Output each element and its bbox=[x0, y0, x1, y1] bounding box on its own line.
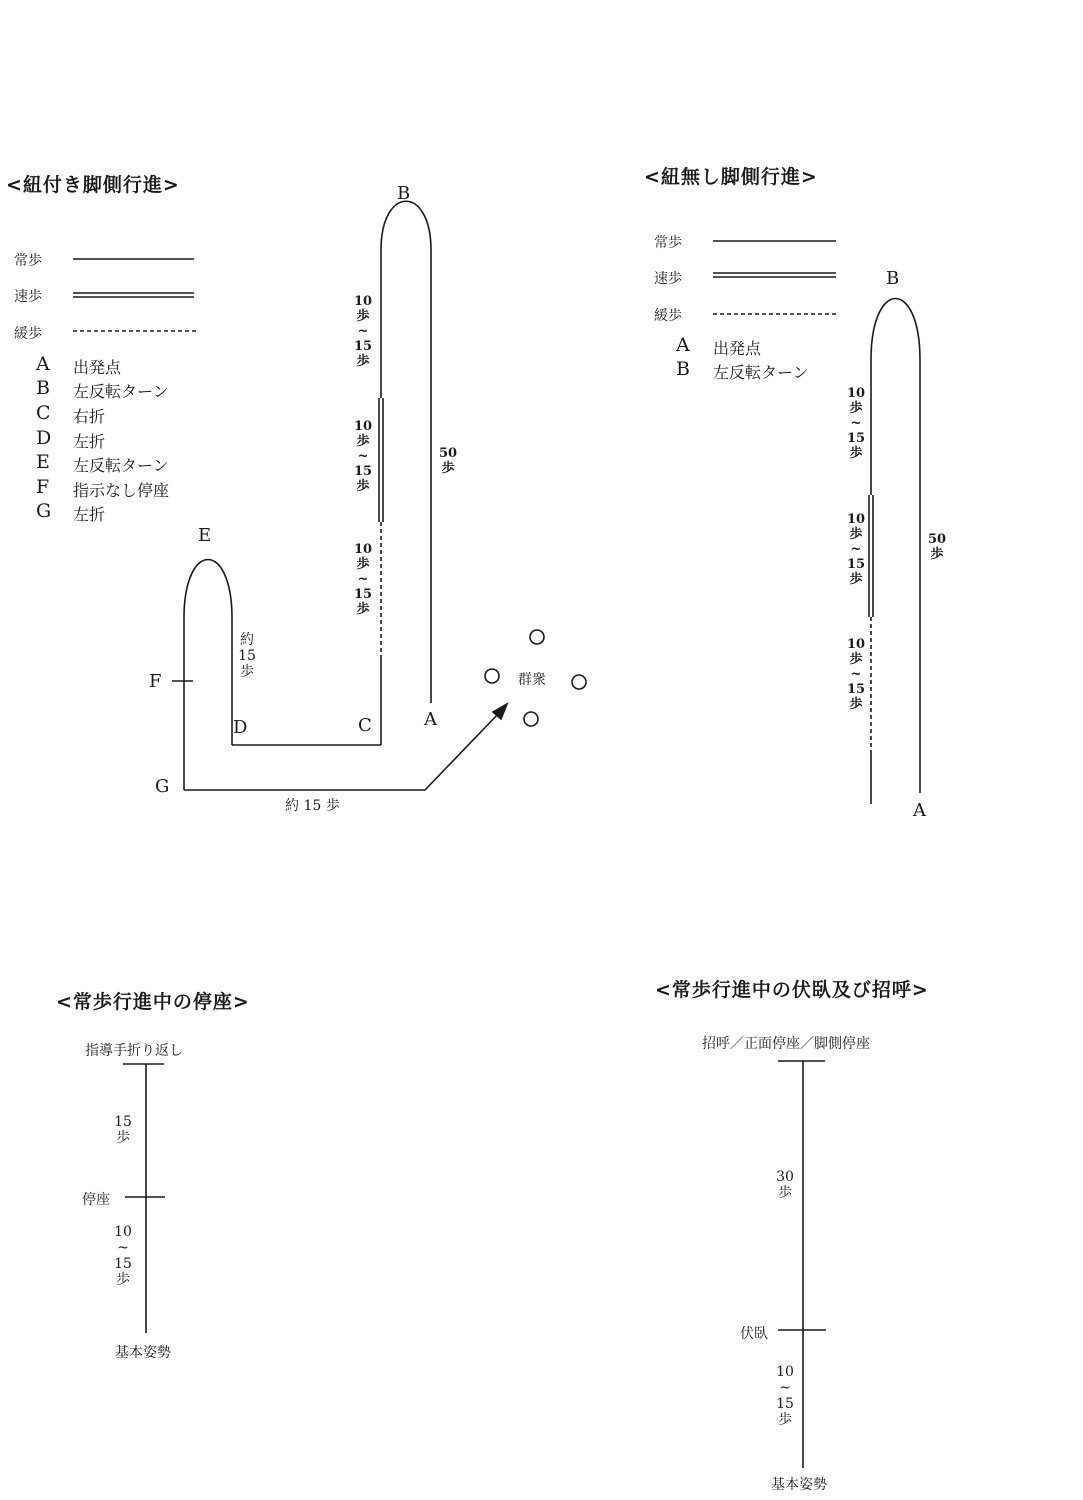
point-c: C bbox=[358, 715, 372, 736]
key-letter-c: C bbox=[36, 402, 51, 424]
crowd-circle-right bbox=[572, 675, 586, 689]
legend-normal-label: 常歩 bbox=[14, 253, 42, 269]
down-bottom-label: 基本姿勢 bbox=[771, 1477, 827, 1493]
label-normal-distance: 10 歩 ~ 15 歩 bbox=[353, 294, 373, 369]
crowd-circle-top bbox=[530, 630, 544, 644]
sit-in-motion-title: <常歩行進中の停座> bbox=[56, 991, 250, 1013]
sit-top-label: 指導手折り返し bbox=[85, 1043, 183, 1059]
key-text-c: 右折 bbox=[73, 407, 106, 426]
label-fast-distance: 10 歩 ~ 15 歩 bbox=[353, 419, 373, 494]
leash-heel-title: <紐付き脚側行進> bbox=[6, 174, 180, 196]
offleash-heel-title: <紐無し脚側行進> bbox=[644, 166, 818, 188]
key2-text-b: 左反転ターン bbox=[713, 363, 809, 382]
key-letter-f: F bbox=[36, 476, 50, 498]
label-bottom-distance: 約 15 歩 bbox=[285, 798, 340, 814]
key-text-d: 左折 bbox=[73, 432, 106, 451]
label-e-leg: 約 15 歩 bbox=[238, 632, 256, 680]
legend-slow-label: 緩歩 bbox=[14, 326, 42, 342]
key-letter-g: G bbox=[36, 500, 52, 522]
legend2-slow-label: 緩歩 bbox=[654, 308, 682, 324]
leg2-fast bbox=[869, 495, 873, 617]
point-g: G bbox=[155, 776, 170, 797]
label-crowd: 群衆 bbox=[518, 672, 546, 688]
key-text-e: 左反転ターン bbox=[73, 456, 169, 475]
leg-fast bbox=[379, 398, 383, 522]
point2-a: A bbox=[913, 800, 926, 821]
label2-right-leg: 50 歩 bbox=[927, 532, 947, 562]
key-letter-e: E bbox=[36, 451, 50, 473]
turn-b-loop bbox=[381, 201, 431, 270]
label2-fast-distance: 10 歩 ~ 15 歩 bbox=[846, 512, 866, 587]
turn2-b-loop bbox=[871, 299, 920, 381]
key-text-a: 出発点 bbox=[73, 358, 122, 377]
down-top-label: 招呼／正面停座／脚側停座 bbox=[702, 1036, 870, 1052]
key2-letter-a: A bbox=[676, 334, 690, 356]
key-text-b: 左反転ターン bbox=[73, 382, 169, 401]
label2-slow-distance: 10 歩 ~ 15 歩 bbox=[846, 637, 866, 712]
legend2-fast-line bbox=[713, 273, 836, 277]
crowd-circle-bottom bbox=[524, 712, 538, 726]
sit-upper-distance: 15 歩 bbox=[114, 1114, 132, 1146]
key2-letter-b: B bbox=[676, 358, 690, 380]
label-right-leg: 50 歩 bbox=[438, 446, 458, 476]
sit-lower-distance: 10 ~ 15 歩 bbox=[114, 1224, 132, 1288]
key2-text-a: 出発点 bbox=[713, 339, 762, 358]
legend-fast-label: 速歩 bbox=[14, 289, 42, 305]
point-f: F bbox=[149, 671, 162, 692]
key-text-f: 指示なし停座 bbox=[73, 481, 170, 500]
point-e: E bbox=[198, 525, 212, 546]
label2-normal-distance: 10 歩 ~ 15 歩 bbox=[846, 386, 866, 461]
down-lower-distance: 10 ~ 15 歩 bbox=[776, 1364, 794, 1428]
legend2-normal-label: 常歩 bbox=[654, 235, 682, 251]
turn-e-loop bbox=[184, 560, 232, 791]
point-a: A bbox=[424, 709, 437, 730]
key-letter-a: A bbox=[36, 353, 50, 375]
down-mid-label: 伏臥 bbox=[740, 1326, 768, 1342]
point-b: B bbox=[397, 183, 411, 204]
legend2-fast-label: 速歩 bbox=[654, 271, 682, 287]
point2-b: B bbox=[886, 268, 900, 289]
key-letter-b: B bbox=[36, 377, 50, 399]
down-recall-title: <常歩行進中の伏臥及び招呼> bbox=[655, 979, 929, 1001]
sit-bottom-label: 基本姿勢 bbox=[115, 1345, 171, 1361]
crowd-circle-left bbox=[485, 669, 499, 683]
legend-fast-line bbox=[73, 293, 194, 297]
label-slow-distance: 10 歩 ~ 15 歩 bbox=[353, 542, 373, 617]
down-upper-distance: 30 歩 bbox=[776, 1169, 794, 1201]
point-d: D bbox=[233, 717, 248, 738]
key-letter-d: D bbox=[36, 427, 52, 449]
key-text-g: 左折 bbox=[73, 505, 106, 524]
sit-mid-label: 停座 bbox=[82, 1192, 110, 1208]
